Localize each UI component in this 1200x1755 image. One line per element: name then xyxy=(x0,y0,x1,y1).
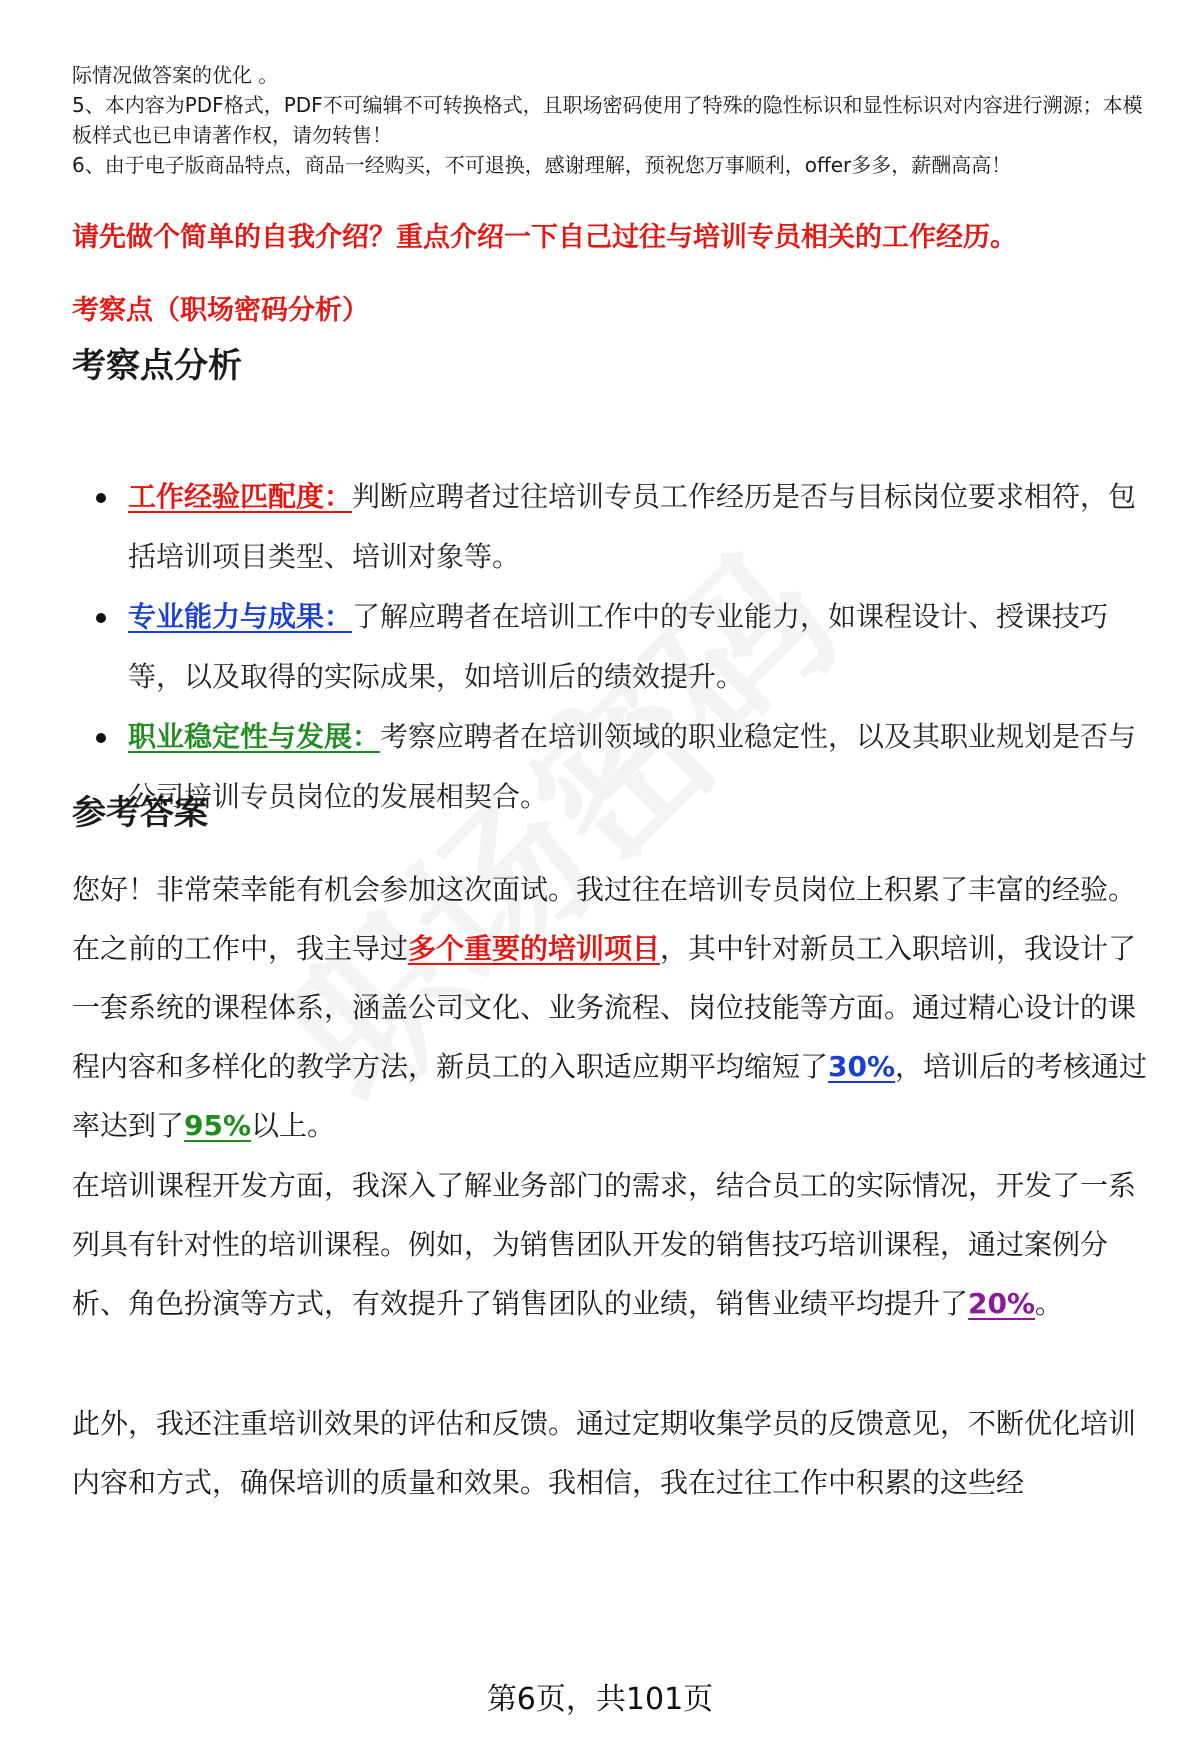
paragraph-text: ，培训后的考核通过率达到了 xyxy=(72,1050,1148,1142)
highlight-number: 30% xyxy=(828,1050,896,1083)
bullet-text: 考察应聘者在培训领域的职业稳定性，以及其职业规划是否与公司培训专员岗位的发展相契合。 xyxy=(128,720,1137,813)
bullet-keyword: 工作经验匹配度： xyxy=(128,480,353,513)
list-item xyxy=(90,707,1150,827)
bullet-icon xyxy=(96,613,106,623)
analysis-title: 考察点分析 xyxy=(72,346,242,386)
answer-paragraph-2 xyxy=(72,1156,1157,1333)
analysis-list xyxy=(90,467,1150,827)
paragraph-text: 在培训课程开发方面，我深入了解业务部门的需求，结合员工的实际情况，开发了一系列具有针对性的培训课程。例如，为销售团队开发的销售技巧培训课程，通过案例分析、角色扮演等方式，有效提升了销售团队的业绩，销售业绩平均提升了 xyxy=(72,1169,1137,1320)
note-line: 5、本内容为PDF格式，PDF不可编辑不可转换格式，且职场密码使用了特殊的隐性标识和显性标识对内容进行溯源；本模板样式也已申请著作权，请勿转售！ xyxy=(72,93,1143,147)
answer-paragraph-1 xyxy=(72,860,1157,1155)
paragraph-text: 。 xyxy=(1035,1287,1064,1320)
bullet-keyword: 专业能力与成果： xyxy=(128,600,353,633)
paragraph-text: ，其中针对新员工入职培训，我设计了一套系统的课程体系，涵盖公司文化、业务流程、岗位技能等方面。通过精心设计的课程内容和多样化的教学方法，新员工的入职适应期平均缩短了 xyxy=(72,932,1137,1083)
paragraph-text: 您好！非常荣幸能有机会参加这次面试。我过往在培训专员岗位上积累了丰富的经验。在之前的工作中，我主导过 xyxy=(72,873,1137,965)
note-line: 6、由于电子版商品特点，商品一经购买，不可退换，感谢理解，预祝您万事顺利，offer多多，薪酬高高！ xyxy=(72,153,1012,177)
paragraph-text: 以上。 xyxy=(251,1109,336,1142)
page-number: 第6页，共101页 xyxy=(486,1682,714,1717)
note-line: 际情况做答案的优化 。 xyxy=(72,63,279,87)
analysis-subhead: 考察点（职场密码分析） xyxy=(72,295,369,326)
highlight-number: 95% xyxy=(184,1109,252,1142)
bullet-keyword: 职业稳定性与发展： xyxy=(128,720,381,753)
answer-title: 参考答案 xyxy=(72,793,208,833)
bullet-icon xyxy=(96,733,106,743)
bullet-text: 了解应聘者在培训工作中的专业能力，如课程设计、授课技巧等，以及取得的实际成果，如培训后的绩效提升。 xyxy=(128,600,1109,693)
bullet-icon xyxy=(96,493,106,503)
interview-question: 请先做个简单的自我介绍？重点介绍一下自己过往与培训专员相关的工作经历。 xyxy=(72,222,1017,253)
bullet-text: 判断应聘者过往培训专员工作经历是否与目标岗位要求相符，包括培训项目类型、培训对象等。 xyxy=(128,480,1137,573)
highlight-number: 20% xyxy=(968,1287,1036,1320)
answer-paragraph-3: 此外，我还注重培训效果的评估和反馈。通过定期收集学员的反馈意见，不断优化培训内容和方式，确保培训的质量和效果。我相信，我在过往工作中积累的这些经 xyxy=(72,1407,1137,1499)
highlight-text: 多个重要的培训项目 xyxy=(408,932,661,965)
list-item xyxy=(90,587,1150,707)
list-item xyxy=(90,467,1150,587)
notes-block xyxy=(72,60,1152,180)
